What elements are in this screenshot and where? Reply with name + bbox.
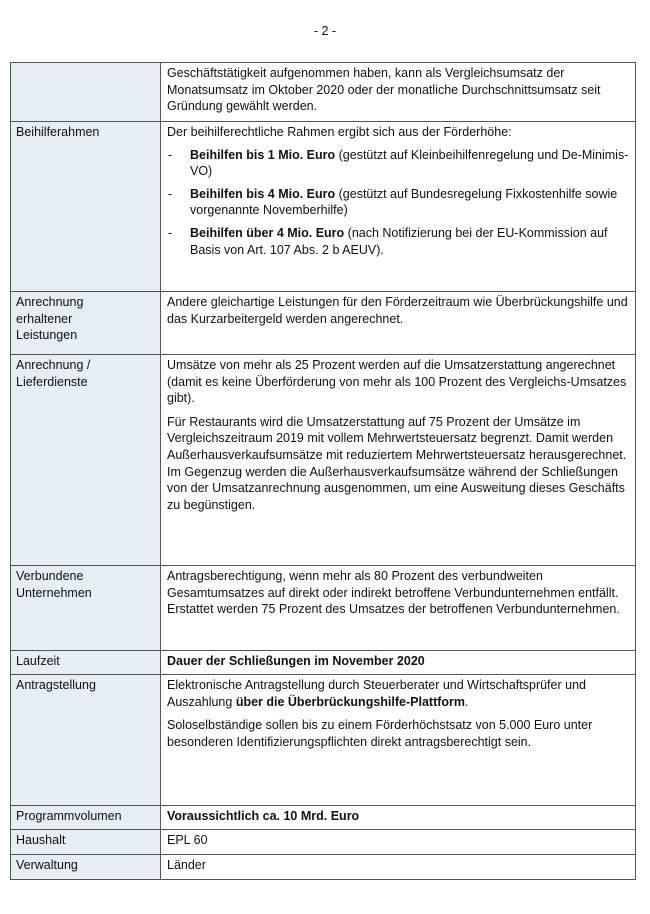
row-label [11,355,161,566]
paragraph: Umsätze von mehr als 25 Prozent werden auf die Umsatzerstattung angerechnet (damit es keine Überförderung von mehr als 100 Prozent des Vergleichs-Umsatzes gibt). [167,358,627,406]
page-number: - 2 - [313,24,337,38]
row-content [161,122,636,292]
row-content [161,292,636,355]
list-text: (nach Notifizierung bei der EU-Kommission auf Basis von Art. 107 Abs. 2 b AEUV). [190,225,608,257]
row-label [11,675,161,806]
label-text: Anrechnung / [16,358,91,372]
list-item [167,225,629,258]
table-row [11,566,636,651]
label-text: Verwaltung [16,858,78,872]
list-item [167,147,629,180]
table-row [11,651,636,675]
paragraph-text: Elektronische Antragstellung durch Steuerberater und Wirtschaftsprüfer und Auszahlung [167,678,586,709]
table-row [11,292,636,355]
label-text: Unternehmen [16,585,92,600]
row-label [11,806,161,830]
table-row [11,122,636,292]
label-text: Lieferdienste [16,374,88,389]
row-content [161,855,636,880]
bold-text: Dauer der Schließungen im November 2020 [167,654,425,668]
list-item [167,186,629,219]
bold-text: über die Überbrückungshilfe-Plattform [235,694,466,709]
table-row [11,63,636,122]
paragraph: Soloselbständige sollen bis zu einem Förderhöchstsatz von 5.000 Euro unter besonderen Identifizierungspflichten direkt antragsberechtigt sein. [167,718,593,749]
paragraph [167,677,629,710]
dash-marker: - [168,147,173,162]
list-text: (gestützt auf Kleinbeihilfenregelung und De-Minimis-VO) [190,147,629,179]
row-label [11,855,161,880]
paragraph: Antragsberechtigung, wenn mehr als 80 Prozent des verbundweiten Gesamtumsatzes auf direkt oder indirekt betroffene Verbundunternehmen entfällt. Erstattet werden 75 Prozent des Umsatzes der betroffenen Verbundunternehmen. [167,569,620,617]
label-text: Programmvolumen [16,809,122,823]
row-content [161,675,636,806]
table-row [11,806,636,830]
bold-text: Voraussichtlich ca. 10 Mrd. Euro [167,809,360,823]
row-content [161,355,636,566]
label-text: Verbundene [16,569,84,583]
paragraph-text: . [465,694,469,709]
table-row [11,675,636,806]
label-text: Haushalt [16,833,66,847]
table-row [11,830,636,855]
row-label [11,63,161,122]
dash-marker: - [168,225,173,240]
paragraph: Für Restaurants wird die Umsatzerstattung auf 75 Prozent der Umsätze im Vergleichszeitraum 2019 mit vollem Mehrwertsteuersatz begrenzt. Damit werden Außerhausverkaufsumsätze mit reduziertem Mehrwertsteuersatz herausgerechnet. Im Gegenzug werden die Außerhausverkaufsumsätze während der Schließungen von der Umsatzanrechnung ausgenommen, um eine Ausweitung dieses Geschäfts zu begünstigen. [167,414,627,512]
label-text: Leistungen [16,328,78,343]
row-label [11,566,161,651]
label-text: Beihilferahmen [16,125,100,139]
bold-text: Beihilfen bis 1 Mio. Euro [190,147,336,162]
label-text: erhaltener [16,311,73,326]
table-row [11,855,636,880]
label-text: Antragstellung [16,678,96,692]
cell-text: Länder [167,858,206,872]
dash-marker: - [168,186,173,201]
row-label [11,830,161,855]
row-content [161,566,636,651]
row-label [11,292,161,355]
row-label [11,122,161,292]
label-text: Anrechnung [16,295,84,309]
bold-text: Beihilfen über 4 Mio. Euro [190,225,345,240]
cell-text: EPL 60 [167,833,208,847]
label-text: Laufzeit [16,654,60,668]
bold-text: Beihilfen bis 4 Mio. Euro [190,186,336,201]
table-row [11,355,636,566]
row-content [161,651,636,675]
row-content [161,63,636,122]
info-table [10,62,636,880]
list-text: (gestützt auf Bundesregelung Fixkostenhilfe sowie vorgenannte Novemberhilfe) [190,186,618,218]
paragraph: Andere gleichartige Leistungen für den Förderzeitraum wie Überbrückungshilfe und das Kurzarbeitergeld werden angerechnet. [167,295,628,326]
paragraph: Geschäftstätigkeit aufgenommen haben, kann als Vergleichsumsatz der Monatsumsatz im Oktober 2020 oder der monatliche Durchschnittsumsatz seit Gründung gewählt werden. [167,66,601,114]
row-content [161,830,636,855]
row-content [161,806,636,830]
row-label [11,651,161,675]
paragraph: Der beihilferechtliche Rahmen ergibt sich aus der Förderhöhe: [167,125,512,139]
